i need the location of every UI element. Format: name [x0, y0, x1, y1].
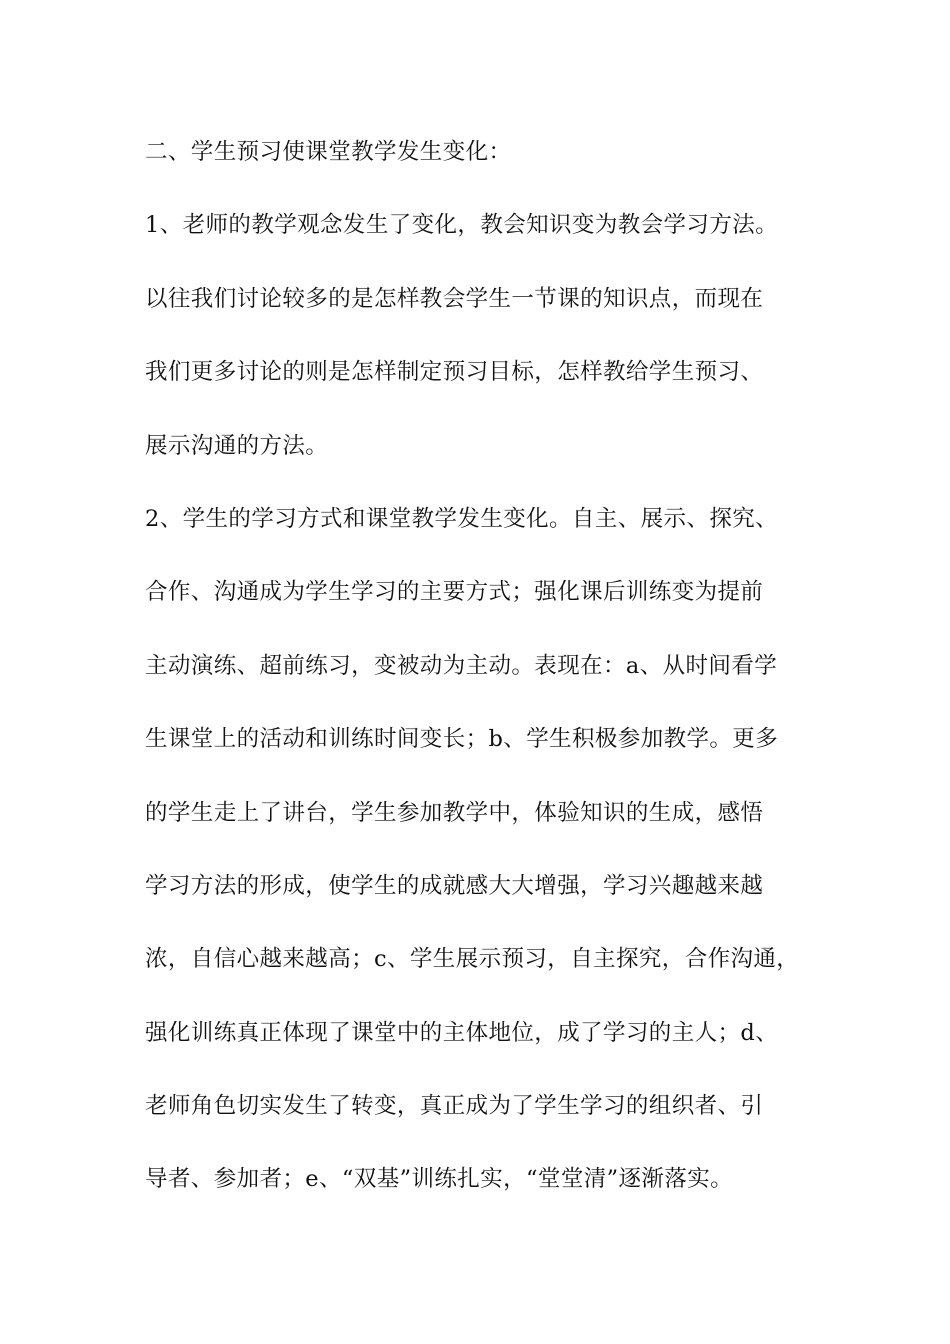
text-line: 浓，自信心越来越高；c、学生展示预习，自主探究，合作沟通，: [145, 946, 800, 973]
text-line: 合作、沟通成为学生学习的主要方式；强化课后训练变为提前: [145, 579, 764, 606]
text-line: 强化训练真正体现了课堂中的主体地位，成了学习的主人；d、: [145, 1019, 779, 1046]
text-line: 以往我们讨论较多的是怎样教会学生一节课的知识点，而现在: [145, 285, 764, 312]
text-line: 2、学生的学习方式和课堂教学发生变化。自主、展示、探究、: [145, 505, 779, 532]
text-line: 展示沟通的方法。: [145, 432, 329, 459]
text-line: 1、老师的教学观念发生了变化，教会知识变为教会学习方法。: [145, 212, 779, 239]
text-line: 导者、参加者；e、“双基”训练扎实，“堂堂清”逐渐落实。: [145, 1166, 734, 1193]
text-line: 学习方法的形成，使学生的成就感大大增强，学习兴趣越来越: [145, 872, 764, 899]
text-line: 老师角色切实发生了转变，真正成为了学生学习的组织者、引: [145, 1093, 764, 1120]
text-line: 我们更多讨论的则是怎样制定预习目标，怎样教给学生预习、: [145, 359, 764, 386]
document-body: [145, 126, 835, 1227]
section-heading: 二、学生预习使课堂教学发生变化：: [145, 139, 512, 165]
text-line: 生课堂上的活动和训练时间变长；b、学生积极参加教学。更多: [145, 726, 779, 753]
text-line: 的学生走上了讲台，学生参加教学中，体验知识的生成，感悟: [145, 799, 764, 826]
text-line: 主动演练、超前练习，变被动为主动。表现在：a、从时间看学: [145, 652, 778, 679]
